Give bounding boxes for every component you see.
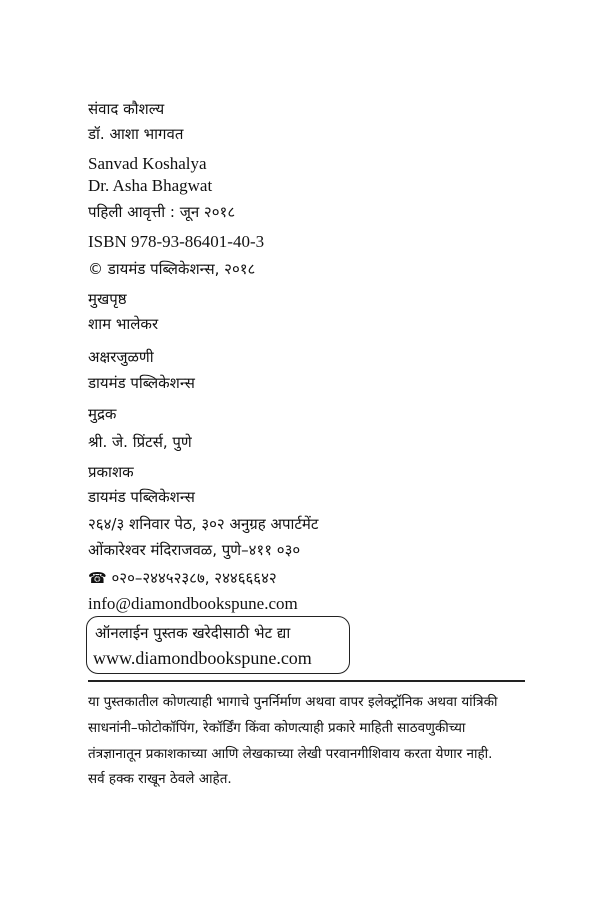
typeset-label: अक्षरजुळणी: [88, 348, 154, 366]
copyright: © डायमंड पब्लिकेशन्स, २०१८: [88, 260, 256, 278]
title-marathi: संवाद कौशल्य: [88, 100, 165, 118]
printer: श्री. जे. प्रिंटर्स, पुणे: [88, 433, 192, 451]
cover-artist: शाम भालेकर: [88, 315, 159, 333]
phone-line: [88, 571, 277, 586]
edition: पहिली आवृत्ती : जून २०१८: [88, 203, 236, 221]
divider: [88, 680, 525, 682]
notice-line: या पुस्तकातील कोणत्याही भागाचे पुनर्निर्माण अथवा वापर इलेक्ट्रॉनिक अथवा यांत्रिकी: [88, 694, 498, 710]
author-english: Dr. Asha Bhagwat: [88, 176, 213, 195]
notice-line: तंत्रज्ञानातून प्रकाशकाच्या आणि लेखकाच्या लेखी परवानगीशिवाय करता येणार नाही.: [88, 746, 493, 762]
phone-numbers: ०२०–२४४५२३८७, २४४६६६४२: [111, 569, 277, 587]
title-english: Sanvad Koshalya: [88, 154, 207, 173]
printer-label: मुद्रक: [88, 405, 117, 423]
cover-label: मुखपृष्ठ: [88, 290, 127, 308]
publisher: डायमंड पब्लिकेशन्स: [88, 488, 195, 506]
notice-line: सर्व हक्क राखून ठेवले आहेत.: [88, 771, 232, 787]
website-link[interactable]: www.diamondbookspune.com: [93, 648, 312, 668]
typesetter: डायमंड पब्लिकेशन्स: [88, 374, 195, 392]
address-line-1: २६४/३ शनिवार पेठ, ३०२ अनुग्रह अपार्टमेंट: [88, 515, 319, 533]
website-box: [86, 616, 350, 674]
notice-line: साधनांनी–फोटोकॉपिंग, रेकॉर्डिंग किंवा कोणत्याही प्रकारे माहिती साठवणुकीच्या: [88, 720, 466, 736]
online-purchase-text: ऑनलाईन पुस्तक खरेदीसाठी भेट द्या: [95, 624, 291, 642]
address-line-2: ओंकारेश्वर मंदिराजवळ, पुणे–४११ ०३०: [88, 541, 301, 559]
isbn: ISBN 978-93-86401-40-3: [88, 232, 265, 251]
email[interactable]: info@diamondbookspune.com: [88, 594, 298, 613]
author-marathi: डॉ. आशा भागवत: [88, 125, 184, 143]
publisher-label: प्रकाशक: [88, 463, 134, 481]
phone-icon: ☎: [88, 569, 107, 587]
